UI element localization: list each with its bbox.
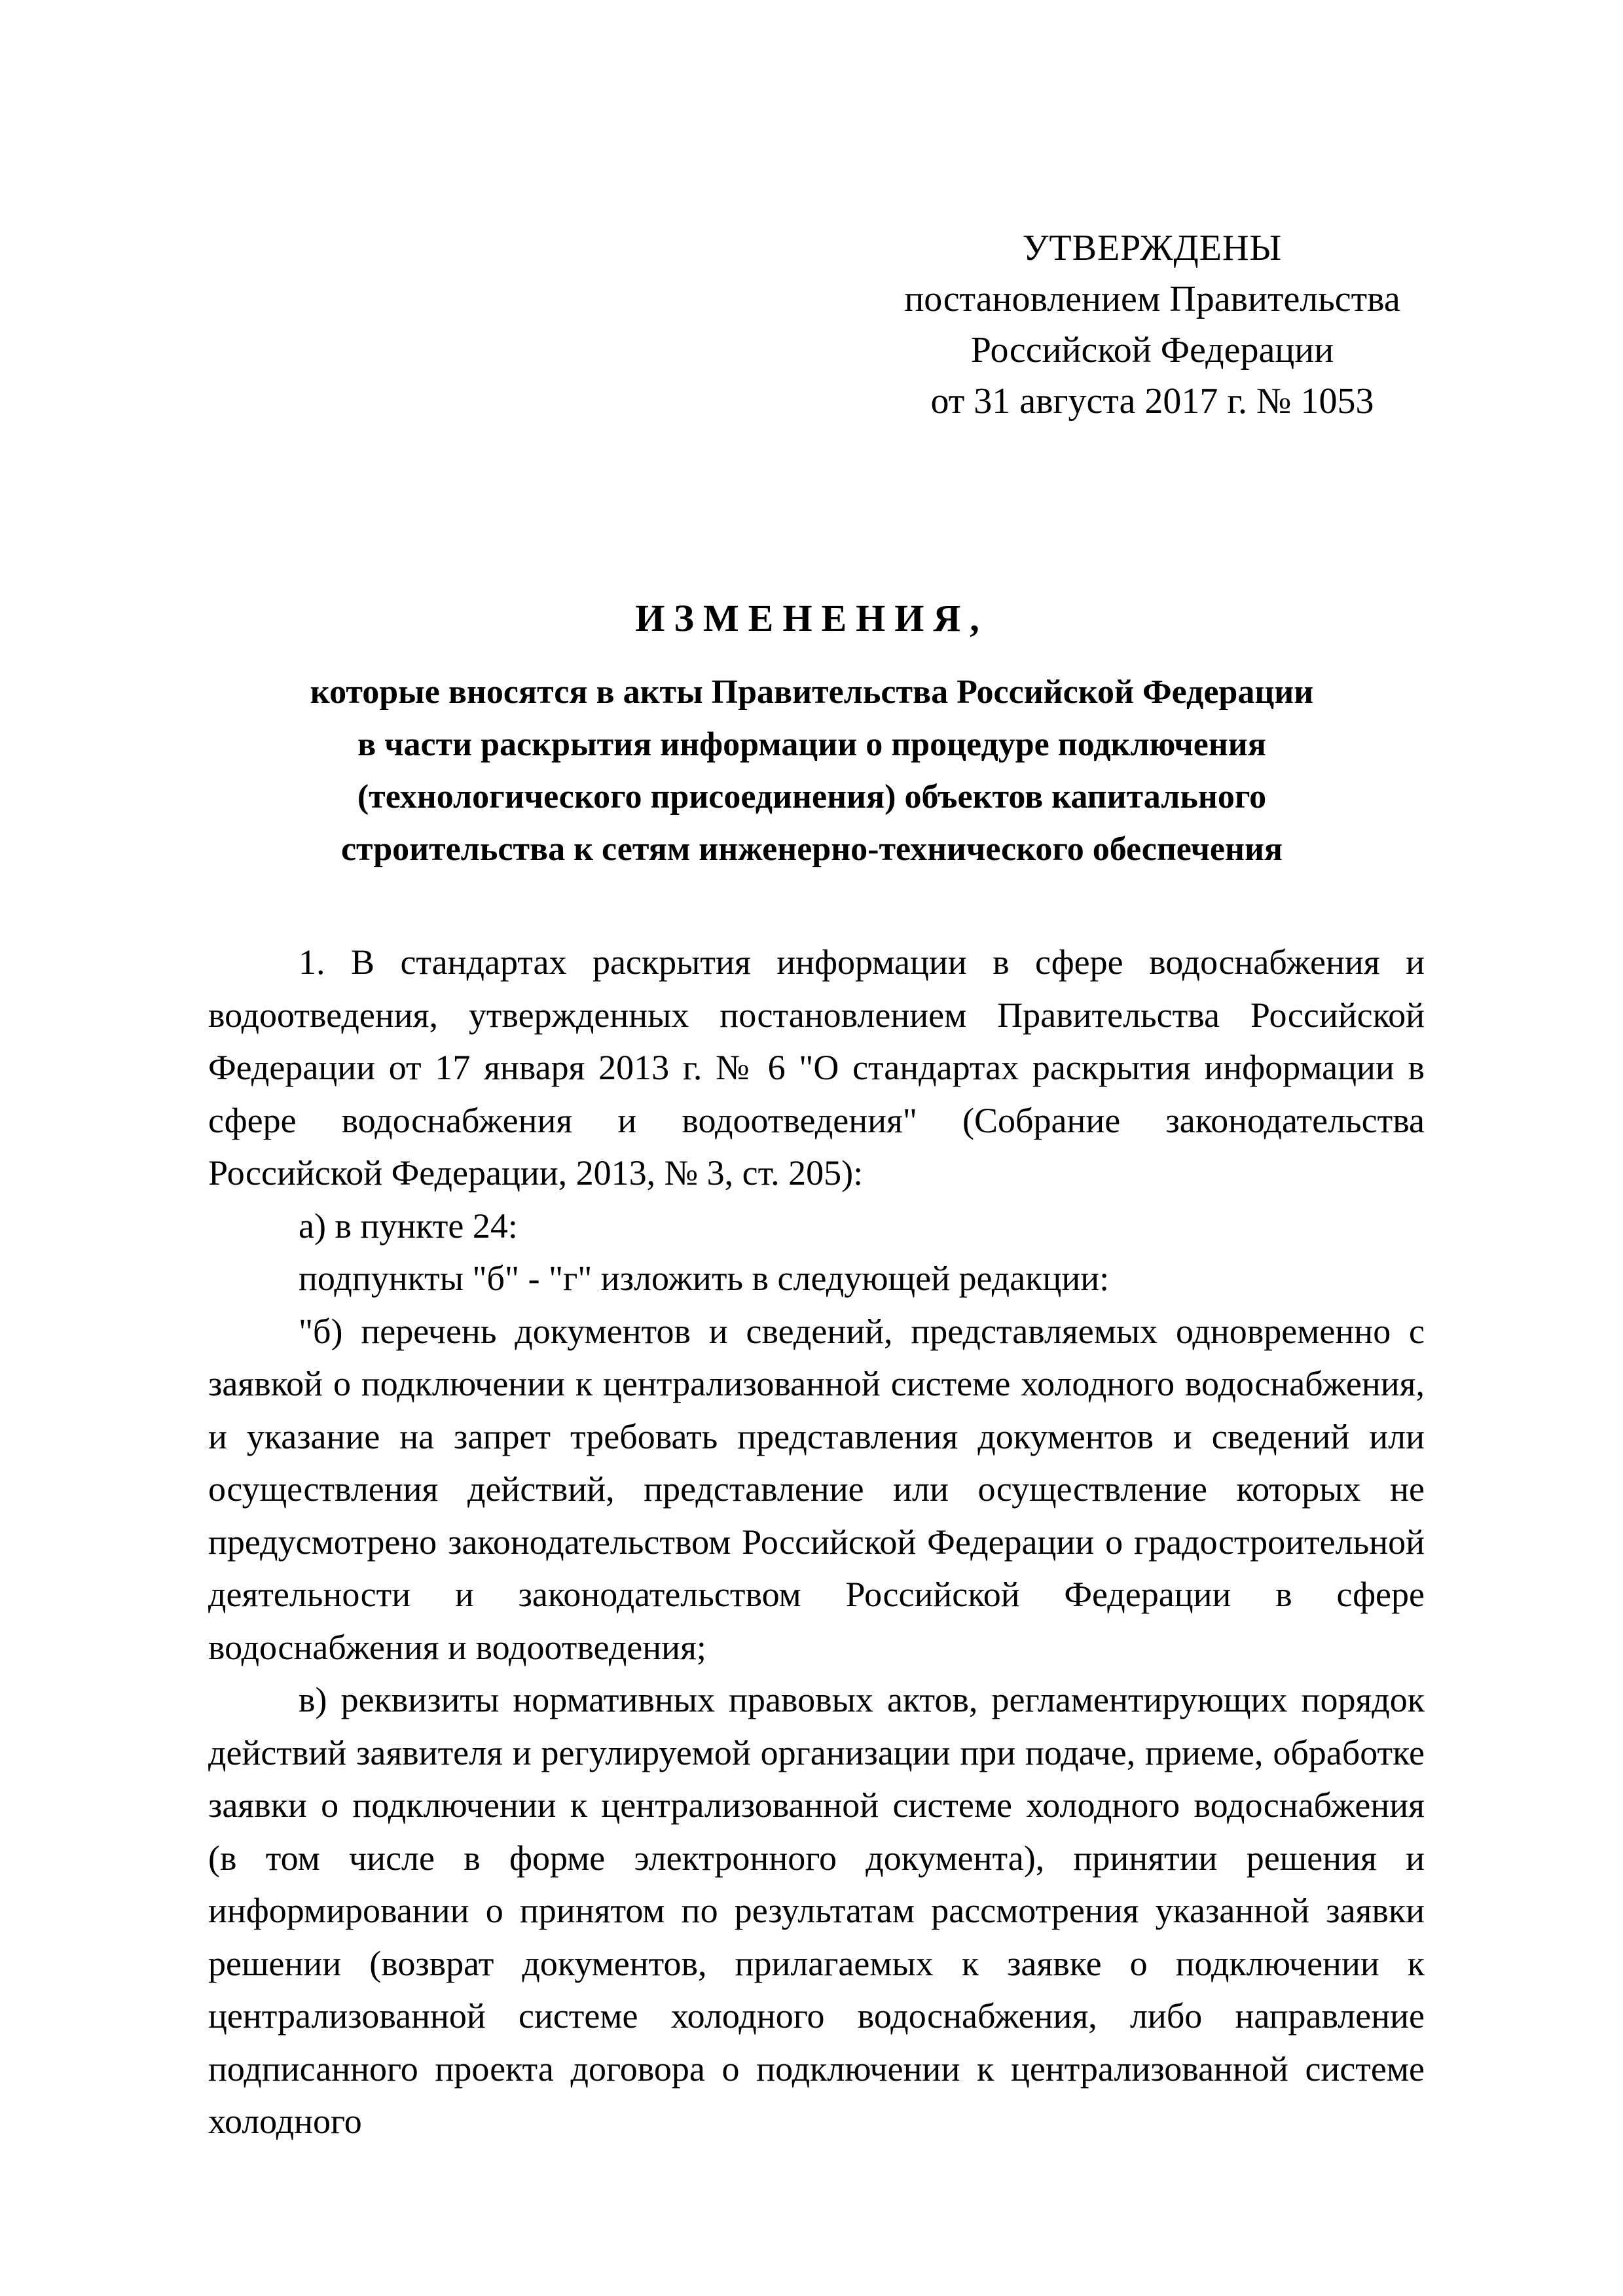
approval-stamp	[864, 223, 1440, 427]
paragraph-3: подпункты "б" - "г" изложить в следующей редакции:	[299, 1259, 1110, 1298]
paragraph-5: в) реквизиты нормативных правовых актов, регламентирующих порядок действий заявителя и регулируемой организации при подаче, приеме, обработке заявки о подключении к централизованной системе холодного водоснабжения (в том числе в форме электронного документа), принятии решения и информировании о принятом по результатам рассмотрения указанной заявки решении (возврат документов, прилагаемых к заявке о подключении к централизованной системе холодного водоснабжения, либо направление подписанного проекта договора о подключении к централизованной системе холодного	[208, 1680, 1425, 2141]
paragraph-1: 1. В стандартах раскрытия информации в сфере водоснабжения и водоотведения, утвержденных постановлением Правительства Российской Федерации от 17 января 2013 г. № 6 "О стандартах раскрытия информации в сфере водоснабжения и водоотведения" (Собрание законодательства Российской Федерации, 2013, № 3, ст. 205):	[208, 942, 1425, 1193]
subtitle-line: строительства к сетям инженерно-технического обеспечения	[340, 831, 1283, 868]
subtitle-line: (технологического присоединения) объектов капитального	[357, 778, 1267, 816]
document-title: ИЗМЕНЕНИЯ,	[635, 597, 989, 639]
subtitle-line: в части раскрытия информации о процедуре подключения	[357, 726, 1266, 763]
subtitle-line: которые вносятся в акты Правительства Российской Федерации	[310, 673, 1314, 711]
document-body	[208, 936, 1425, 2148]
approval-line-2: Российской Федерации	[970, 330, 1334, 370]
paragraph-4: "б) перечень документов и сведений, представляемых одновременно с заявкой о подключении к централизованной системе холодного водоснабжения, и указание на запрет требовать представления документов и сведений или осуществления действий, представление или осуществление которых не предусмотрено законодательством Российской Федерации о градостроительной деятельности и законодательством Российской Федерации в сфере водоснабжения и водоотведения;	[208, 1311, 1425, 1667]
document-subtitle	[196, 666, 1427, 876]
approval-line-3: от 31 августа 2017 г. № 1053	[930, 381, 1374, 422]
approval-line-1: постановлением Правительства	[904, 279, 1400, 319]
paragraph-2: а) в пункте 24:	[299, 1206, 518, 1246]
approval-title: УТВЕРЖДЕНЫ	[1022, 228, 1283, 268]
document-heading	[196, 589, 1427, 876]
